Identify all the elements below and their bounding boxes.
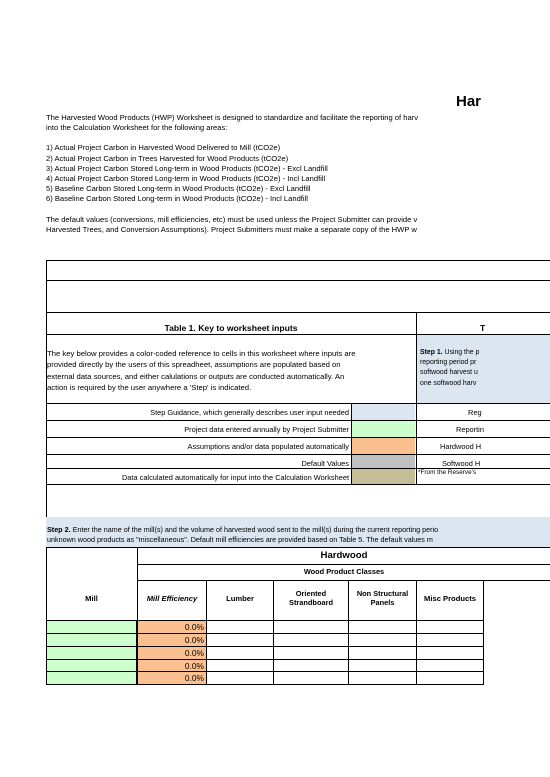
- lumber-cell[interactable]: [207, 621, 274, 634]
- step1-guidance: [417, 335, 550, 403]
- mill-efficiency-value: 0.0%: [138, 672, 207, 685]
- key-line: external data sources, and either calulations or outputs are conducted automatically. An: [47, 371, 345, 381]
- lumber-cell[interactable]: [207, 647, 274, 660]
- step2-label: Step 2.: [47, 525, 71, 534]
- step1-text: reporting period pr: [420, 359, 477, 367]
- table1-title: Table 1. Key to worksheet inputs: [164, 323, 298, 333]
- lumber-cell[interactable]: [207, 660, 274, 672]
- col-header-misc-products: Misc Products: [424, 594, 476, 603]
- mill-efficiency-value: 0.0%: [138, 621, 207, 634]
- page-title: Har: [456, 93, 482, 110]
- step1-text: one softwood harv: [420, 379, 477, 387]
- divider: [46, 280, 550, 281]
- intro-line: The default values (conversions, mill efficiencies, etc) must be used unless the Project Submitter can provide v: [46, 214, 418, 224]
- divider: [137, 580, 550, 581]
- key-label: Step Guidance, which generally describes user input needed: [150, 408, 349, 417]
- key-line: The key below provides a color-coded reference to cells in this worksheet where inputs are: [47, 349, 356, 358]
- key-label: Data calculated automatically for input into the Calculation Worksheet: [121, 473, 349, 482]
- key-swatch-calculated: [352, 469, 415, 484]
- key-swatch-step: [352, 404, 415, 420]
- key-label: Assumptions and/or data populated automatically: [187, 442, 349, 451]
- key-description: [47, 348, 415, 393]
- col-header-osb: Oriented Strandboard: [289, 589, 333, 607]
- intro-line: into the Calculation Worksheet for the following areas:: [46, 123, 228, 133]
- mill-name-input[interactable]: [47, 672, 137, 685]
- divider: [351, 403, 352, 484]
- col-header-mill-efficiency: Mill Efficiency: [146, 594, 198, 603]
- key-line: action is required by the user anywhere a 'Step' is indicated.: [47, 382, 252, 392]
- step2-text: Enter the name of the mill(s) and the volume of harvested wood sent to the mill(s) during the current reporting perio: [70, 525, 439, 534]
- misc-cell[interactable]: [417, 634, 484, 647]
- intro-line: Harvested Trees, and Conversion Assumptions). Project Submitters must make a separate copy of the HWP w: [46, 224, 417, 234]
- table2-label: Reportin: [456, 425, 484, 434]
- table2-label: Reg: [468, 408, 482, 417]
- intro-item: 4) Actual Project Carbon Stored Long-term in Wood Products (tCO2e) - Incl Landfill: [46, 174, 326, 184]
- osb-cell[interactable]: [274, 660, 349, 672]
- step1-text: Using the p: [442, 349, 480, 356]
- key-swatch-assumptions: [352, 438, 415, 454]
- step1-text: softwood harvest u: [420, 369, 478, 377]
- intro-item: 1) Actual Project Carbon in Harvested Wood Delivered to Mill (tCO2e): [46, 143, 281, 153]
- step2-guidance: [46, 517, 550, 547]
- hardwood-header: Hardwood: [320, 550, 368, 561]
- intro-item: 3) Actual Project Carbon Stored Long-term in Wood Products (tCO2e) - Excl Landfill: [46, 163, 328, 173]
- mill-name-input[interactable]: [47, 621, 137, 634]
- panels-cell[interactable]: [349, 660, 417, 672]
- mill-name-input[interactable]: [47, 647, 137, 660]
- table2-title: T: [480, 323, 486, 333]
- lumber-cell[interactable]: [207, 634, 274, 647]
- key-label: Project data entered annually by Project Submitter: [184, 425, 349, 434]
- mill-efficiency-value: 0.0%: [138, 660, 207, 672]
- mill-name-input[interactable]: [47, 634, 137, 647]
- misc-cell[interactable]: [417, 621, 484, 634]
- intro-text: [46, 113, 546, 235]
- misc-cell[interactable]: [417, 660, 484, 672]
- divider: [46, 312, 550, 313]
- col-header-non-structural-panels: Non Structural Panels: [356, 589, 409, 607]
- col-header-lumber: Lumber: [226, 594, 254, 603]
- step2-text: unknown wood products as "miscellaneous". Default mill efficiencies are provided based on Table 5. The default values m: [47, 535, 433, 544]
- osb-cell[interactable]: [274, 672, 349, 685]
- col-header-mill: Mill: [85, 594, 98, 603]
- intro-line: The Harvested Wood Products (HWP) Worksheet is designed to standardize and facilitate the reporting of harv: [46, 113, 418, 122]
- panels-cell[interactable]: [349, 621, 417, 634]
- intro-item: 5) Baseline Carbon Stored Long-term in Wood Products (tCO2e) - Excl Landfill: [46, 184, 311, 194]
- osb-cell[interactable]: [274, 621, 349, 634]
- table2-label: Hardwood H: [440, 442, 482, 451]
- divider: [46, 260, 550, 261]
- table2-label: Softwood H: [442, 459, 481, 468]
- intro-item: 2) Actual Project Carbon in Trees Harvested for Wood Products (tCO2e): [46, 153, 289, 163]
- key-label: Default Values: [301, 459, 349, 468]
- panels-cell[interactable]: [349, 672, 417, 685]
- lumber-cell[interactable]: [207, 672, 274, 685]
- misc-cell[interactable]: [417, 647, 484, 660]
- step1-label: Step 1.: [420, 349, 443, 356]
- panels-cell[interactable]: [349, 634, 417, 647]
- divider: [46, 484, 550, 485]
- mill-efficiency-value: 0.0%: [138, 634, 207, 647]
- mill-name-input[interactable]: [47, 660, 137, 672]
- misc-cell[interactable]: [417, 672, 484, 685]
- mill-efficiency-value: 0.0%: [138, 647, 207, 660]
- key-line: provided directly by the users of this spreadheet, assumptions are populated based on: [47, 360, 341, 370]
- intro-item: 6) Baseline Carbon Stored Long-term in Wood Products (tCO2e) - Incl Landfill: [46, 194, 308, 204]
- osb-cell[interactable]: [274, 647, 349, 660]
- key-swatch-project: [352, 421, 415, 437]
- osb-cell[interactable]: [274, 634, 349, 647]
- wood-product-classes-header: Wood Product Classes: [303, 567, 385, 576]
- table2-footnote: *From the Reserve's: [418, 469, 477, 476]
- panels-cell[interactable]: [349, 647, 417, 660]
